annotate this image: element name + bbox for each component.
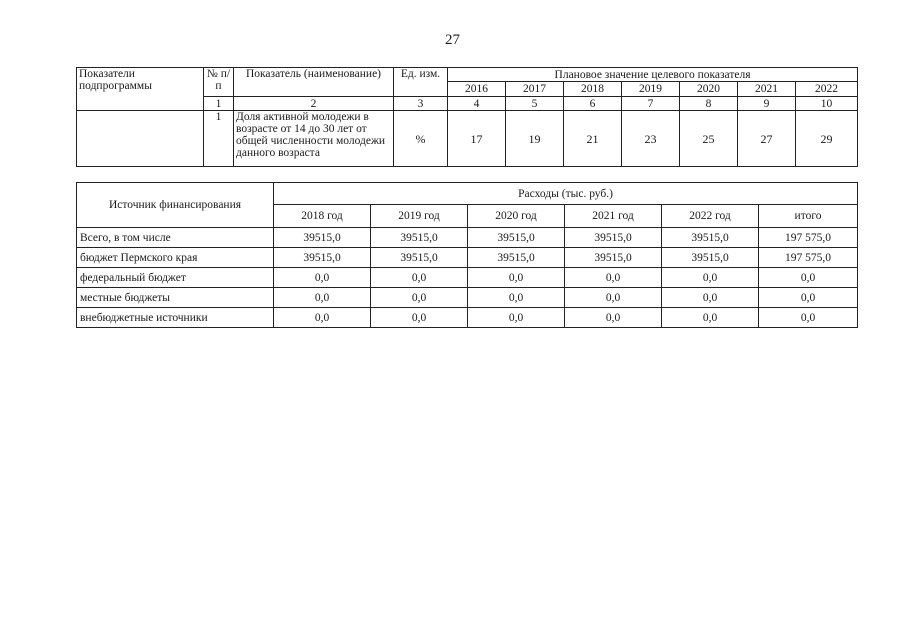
funding-source: внебюджетные источники	[77, 308, 274, 328]
expense-value: 39515,0	[274, 248, 371, 268]
expense-value: 0,0	[371, 308, 468, 328]
expense-value: 0,0	[274, 308, 371, 328]
row-number: 1	[204, 111, 234, 167]
funding-source: федеральный бюджет	[77, 268, 274, 288]
expense-value: 0,0	[662, 288, 759, 308]
indicator-value: 19	[506, 111, 564, 167]
indicator-unit: %	[394, 111, 448, 167]
expense-value: 0,0	[468, 288, 565, 308]
indicator-value: 29	[796, 111, 858, 167]
indicator-value: 25	[680, 111, 738, 167]
header-indicator-name: Показатель (наименование)	[234, 68, 394, 97]
table-row	[77, 268, 858, 288]
indicators-header-row	[77, 68, 858, 82]
column-number: 7	[622, 97, 680, 111]
year-header: 2021	[738, 82, 796, 97]
table-row	[77, 288, 858, 308]
header-subprogram: Показатели подпрограммы	[77, 68, 204, 111]
column-number: 10	[796, 97, 858, 111]
expense-value: 39515,0	[468, 228, 565, 248]
year-header: 2018	[564, 82, 622, 97]
expense-value: 0,0	[274, 288, 371, 308]
expense-value: 39515,0	[662, 228, 759, 248]
year-column-header: 2022 год	[662, 205, 759, 228]
column-number: 8	[680, 97, 738, 111]
finance-body	[77, 228, 858, 328]
funding-source: Всего, в том числе	[77, 228, 274, 248]
header-no: № п/п	[204, 68, 234, 97]
expense-value: 0,0	[371, 268, 468, 288]
indicators-table	[76, 67, 858, 167]
year-column-header: 2021 год	[565, 205, 662, 228]
expense-value: 0,0	[662, 308, 759, 328]
expense-value: 39515,0	[274, 228, 371, 248]
funding-source: местные бюджеты	[77, 288, 274, 308]
header-unit: Ед. изм.	[394, 68, 448, 97]
table-row	[77, 248, 858, 268]
header-source: Источник финансирования	[77, 183, 274, 228]
column-number: 5	[506, 97, 564, 111]
expense-value: 0,0	[662, 268, 759, 288]
year-header: 2017	[506, 82, 564, 97]
expense-value: 0,0	[565, 268, 662, 288]
table-row	[77, 308, 858, 328]
expense-value: 39515,0	[468, 248, 565, 268]
column-number: 2	[234, 97, 394, 111]
header-expenses: Расходы (тыс. руб.)	[274, 183, 858, 205]
indicator-value: 27	[738, 111, 796, 167]
finance-table	[76, 182, 858, 328]
expense-value: 39515,0	[371, 228, 468, 248]
year-header: 2020	[680, 82, 738, 97]
table-row	[77, 111, 858, 167]
column-number: 9	[738, 97, 796, 111]
year-column-header: 2020 год	[468, 205, 565, 228]
expense-value: 0,0	[565, 288, 662, 308]
total-value: 197 575,0	[759, 248, 858, 268]
expense-value: 0,0	[274, 268, 371, 288]
expense-value: 39515,0	[371, 248, 468, 268]
column-number: 4	[448, 97, 506, 111]
expense-value: 39515,0	[565, 228, 662, 248]
column-number: 1	[204, 97, 234, 111]
total-value: 0,0	[759, 268, 858, 288]
finance-header-row	[77, 183, 858, 205]
year-header: 2016	[448, 82, 506, 97]
funding-source: бюджет Пермского края	[77, 248, 274, 268]
indicator-value: 21	[564, 111, 622, 167]
indicator-value: 17	[448, 111, 506, 167]
indicator-value: 23	[622, 111, 680, 167]
year-column-header: 2019 год	[371, 205, 468, 228]
indicator-name: Доля активной молодежи в возрасте от 14 до 30 лет от общей численности молодежи данного возраста	[234, 111, 394, 167]
expense-value: 0,0	[565, 308, 662, 328]
total-value: 197 575,0	[759, 228, 858, 248]
expense-value: 39515,0	[565, 248, 662, 268]
expense-value: 0,0	[468, 268, 565, 288]
expense-value: 0,0	[468, 308, 565, 328]
year-header: 2019	[622, 82, 680, 97]
total-column-header: итого	[759, 205, 858, 228]
expense-value: 39515,0	[662, 248, 759, 268]
year-column-header: 2018 год	[274, 205, 371, 228]
column-number: 3	[394, 97, 448, 111]
year-header: 2022	[796, 82, 858, 97]
total-value: 0,0	[759, 288, 858, 308]
table-row	[77, 228, 858, 248]
column-number: 6	[564, 97, 622, 111]
empty-cell	[77, 111, 204, 167]
expense-value: 0,0	[371, 288, 468, 308]
header-plan-value: Плановое значение целевого показателя	[448, 68, 858, 82]
page-number: 27	[445, 32, 460, 48]
total-value: 0,0	[759, 308, 858, 328]
